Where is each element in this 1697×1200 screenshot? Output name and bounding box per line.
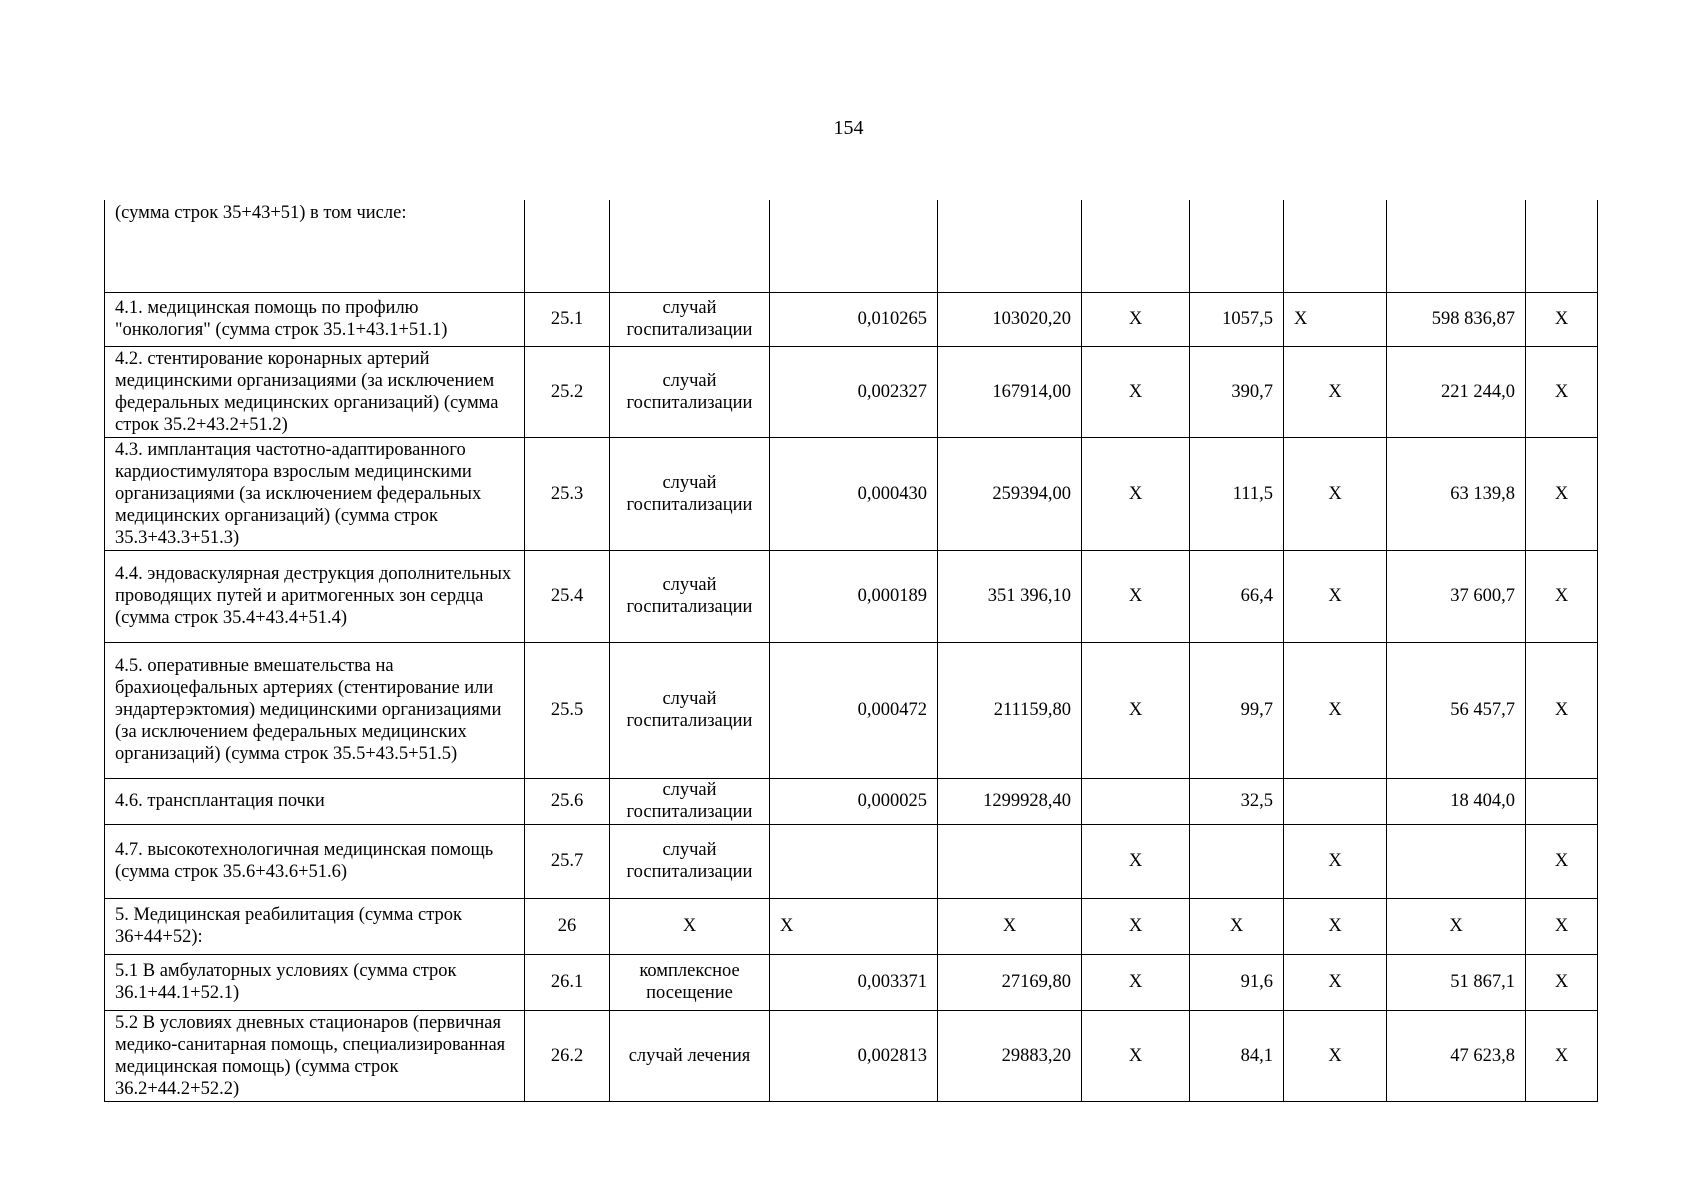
row-name: 5.2 В условиях дневных стационаров (первичная медико-санитарная помощь, специализированная медицинская помощь) (сумма строк 36.2+44.2+52.2) <box>105 1010 525 1101</box>
row-norm: 0,002327 <box>770 346 938 437</box>
row-x2: X <box>1284 954 1387 1010</box>
row-code: 25.7 <box>525 824 610 898</box>
row-x1: X <box>1082 824 1190 898</box>
row-name: 4.4. эндоваскулярная деструкция дополнительных проводящих путей и аритмогенных зон сердца (сумма строк 35.4+43.4+51.4) <box>105 550 525 642</box>
row-unit <box>610 200 770 292</box>
row-norm: 0,000189 <box>770 550 938 642</box>
table-row <box>105 346 1598 437</box>
table-row <box>105 824 1598 898</box>
row-x3: X <box>1526 1010 1598 1101</box>
row-norm: X <box>770 898 938 954</box>
row-v1: 91,6 <box>1190 954 1284 1010</box>
table-row <box>105 437 1598 550</box>
row-x1 <box>1082 200 1190 292</box>
row-x3: X <box>1526 824 1598 898</box>
row-name: 4.1. медицинская помощь по профилю "онкология" (сумма строк 35.1+43.1+51.1) <box>105 292 525 346</box>
row-norm: 0,000025 <box>770 778 938 824</box>
table-row <box>105 642 1598 778</box>
row-x1: X <box>1082 437 1190 550</box>
row-unit: случай госпитализации <box>610 346 770 437</box>
row-v1: 32,5 <box>1190 778 1284 824</box>
row-cost: 1299928,40 <box>938 778 1082 824</box>
row-x2: X <box>1284 550 1387 642</box>
row-x1: X <box>1082 642 1190 778</box>
row-v2: X <box>1387 898 1526 954</box>
row-name: 4.2. стентирование коронарных артерий медицинскими организациями (за исключением федеральных медицинских организаций) (сумма строк 35.2+43.2+51.2) <box>105 346 525 437</box>
row-name: 5. Медицинская реабилитация (сумма строк 36+44+52): <box>105 898 525 954</box>
row-x1: X <box>1082 346 1190 437</box>
row-cost <box>938 200 1082 292</box>
row-v1: 390,7 <box>1190 346 1284 437</box>
row-v1: 111,5 <box>1190 437 1284 550</box>
row-code: 26 <box>525 898 610 954</box>
row-code: 26.1 <box>525 954 610 1010</box>
row-unit: случай госпитализации <box>610 824 770 898</box>
row-name: 4.6. трансплантация почки <box>105 778 525 824</box>
row-x2: X <box>1284 346 1387 437</box>
row-x2: X <box>1284 292 1387 346</box>
row-cost: X <box>938 898 1082 954</box>
row-v2: 47 623,8 <box>1387 1010 1526 1101</box>
row-cost: 259394,00 <box>938 437 1082 550</box>
row-unit: X <box>610 898 770 954</box>
row-code: 25.2 <box>525 346 610 437</box>
row-code: 25.6 <box>525 778 610 824</box>
row-norm: 0,002813 <box>770 1010 938 1101</box>
row-unit: случай госпитализации <box>610 292 770 346</box>
row-x1: X <box>1082 292 1190 346</box>
row-x3: X <box>1526 898 1598 954</box>
row-v2: 221 244,0 <box>1387 346 1526 437</box>
row-x3: X <box>1526 437 1598 550</box>
row-v2: 63 139,8 <box>1387 437 1526 550</box>
row-cost: 103020,20 <box>938 292 1082 346</box>
row-x1: X <box>1082 1010 1190 1101</box>
row-x1 <box>1082 778 1190 824</box>
row-unit: комплексное посещение <box>610 954 770 1010</box>
row-x2: X <box>1284 642 1387 778</box>
row-name: 4.7. высокотехнологичная медицинская помощь (сумма строк 35.6+43.6+51.6) <box>105 824 525 898</box>
row-cost <box>938 824 1082 898</box>
row-x1: X <box>1082 898 1190 954</box>
page-number: 154 <box>833 117 864 139</box>
row-x3: X <box>1526 346 1598 437</box>
row-x1: X <box>1082 550 1190 642</box>
row-unit: случай госпитализации <box>610 778 770 824</box>
row-x3: X <box>1526 550 1598 642</box>
row-x3: X <box>1526 954 1598 1010</box>
row-unit: случай госпитализации <box>610 550 770 642</box>
row-v2: 598 836,87 <box>1387 292 1526 346</box>
row-code: 25.4 <box>525 550 610 642</box>
row-x3 <box>1526 200 1598 292</box>
row-norm: 0,003371 <box>770 954 938 1010</box>
row-x2: X <box>1284 824 1387 898</box>
table-row <box>105 292 1598 346</box>
table-row <box>105 550 1598 642</box>
row-v2 <box>1387 200 1526 292</box>
row-v1 <box>1190 200 1284 292</box>
row-code: 25.3 <box>525 437 610 550</box>
row-v1: X <box>1190 898 1284 954</box>
row-x2: X <box>1284 437 1387 550</box>
table-row <box>105 954 1598 1010</box>
row-x2 <box>1284 778 1387 824</box>
row-name: (сумма строк 35+43+51) в том числе: <box>105 200 525 292</box>
row-name: 4.5. оперативные вмешательства на брахиоцефальных артериях (стентирование или эндартерэктомия) медицинскими организациями (за исключением федеральных медицинских организаций) (сумма строк 35.5+43.5+51.5) <box>105 642 525 778</box>
row-code: 25.1 <box>525 292 610 346</box>
row-norm: 0,010265 <box>770 292 938 346</box>
row-unit: случай лечения <box>610 1010 770 1101</box>
row-v1: 66,4 <box>1190 550 1284 642</box>
data-table <box>104 200 1598 1102</box>
row-norm <box>770 824 938 898</box>
row-v2: 18 404,0 <box>1387 778 1526 824</box>
table-row <box>105 1010 1598 1101</box>
row-unit: случай госпитализации <box>610 437 770 550</box>
row-x2: X <box>1284 1010 1387 1101</box>
row-code: 25.5 <box>525 642 610 778</box>
row-code <box>525 200 610 292</box>
row-v1: 1057,5 <box>1190 292 1284 346</box>
row-cost: 27169,80 <box>938 954 1082 1010</box>
row-name: 4.3. имплантация частотно-адаптированного кардиостимулятора взрослым медицинскими организациями (за исключением федеральных медицинских организаций) (сумма строк 35.3+43.3+51.3) <box>105 437 525 550</box>
row-cost: 211159,80 <box>938 642 1082 778</box>
row-x2: X <box>1284 898 1387 954</box>
row-norm: 0,000430 <box>770 437 938 550</box>
row-cost: 351 396,10 <box>938 550 1082 642</box>
row-x3: X <box>1526 292 1598 346</box>
row-x3: X <box>1526 642 1598 778</box>
row-cost: 167914,00 <box>938 346 1082 437</box>
row-unit: случай госпитализации <box>610 642 770 778</box>
table-row <box>105 200 1598 292</box>
row-norm: 0,000472 <box>770 642 938 778</box>
row-v2: 37 600,7 <box>1387 550 1526 642</box>
row-v2 <box>1387 824 1526 898</box>
table-row <box>105 898 1598 954</box>
row-v2: 56 457,7 <box>1387 642 1526 778</box>
row-name: 5.1 В амбулаторных условиях (сумма строк 36.1+44.1+52.1) <box>105 954 525 1010</box>
row-v2: 51 867,1 <box>1387 954 1526 1010</box>
row-x1: X <box>1082 954 1190 1010</box>
row-v1: 99,7 <box>1190 642 1284 778</box>
row-x2 <box>1284 200 1387 292</box>
row-norm <box>770 200 938 292</box>
row-v1 <box>1190 824 1284 898</box>
row-code: 26.2 <box>525 1010 610 1101</box>
row-x3 <box>1526 778 1598 824</box>
table-row <box>105 778 1598 824</box>
row-cost: 29883,20 <box>938 1010 1082 1101</box>
row-v1: 84,1 <box>1190 1010 1284 1101</box>
